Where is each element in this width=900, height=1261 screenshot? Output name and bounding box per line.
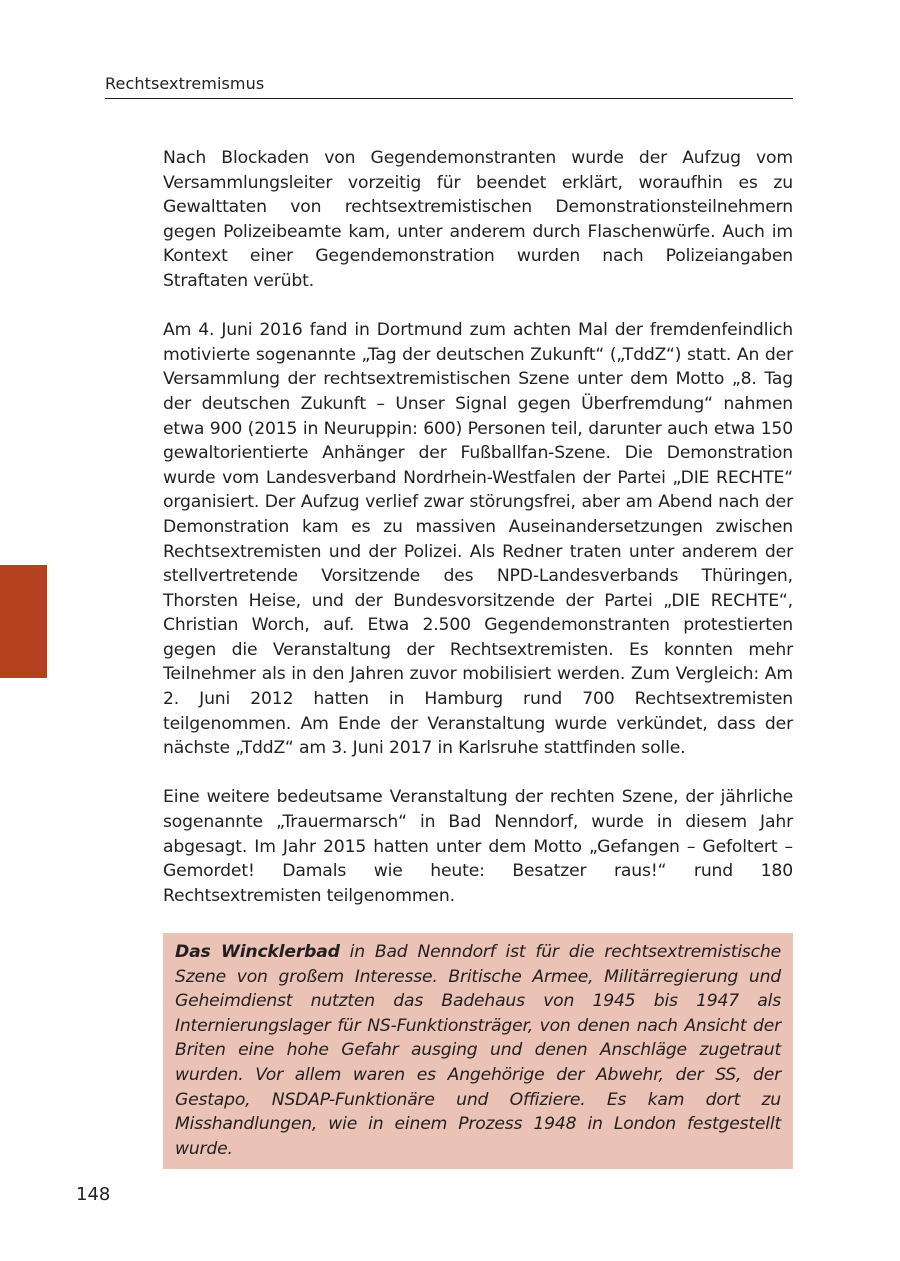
info-box-term: Das Wincklerbad [175,942,340,962]
chapter-tab-marker [0,565,47,678]
paragraph-trauermarsch: Eine weitere bedeutsame Veranstaltung der rechten Szene, der jährliche sogenannte „Trauermarsch“ in Bad Nenndorf, wurde in diesem Jahr abgesagt. Im Jahr 2015 hatten unter dem Motto „Gefangen – Gefoltert – Gemordet! Damals wie heute: Besatzer raus!“ rund 180 Rechtsextremisten teilgenommen. [163,787,793,906]
header-divider [105,98,793,99]
page-number: 148 [76,1184,111,1205]
running-header: Rechtsextremismus [105,74,265,93]
paragraph-tddz: Am 4. Juni 2016 fand in Dortmund zum achten Mal der fremdenfeindlich motivierte sogenannte „Tag der deutschen Zukunft“ („TddZ“) statt. An der Versammlung der rechtsextremistischen Szene unter dem Motto „8. Tag der deutschen Zukunft – Unser Signal gegen Überfremdung“ nahmen etwa 900 (2015 in Neuruppin: 600) Personen teil, darunter auch etwa 150 gewaltorientierte Anhänger der Fußballfan-Szene. Die Demonstration wurde vom Landesverband Nordrhein-Westfalen der Partei „DIE RECHTE“ organisiert. Der Aufzug verlief zwar störungsfrei, aber am Abend nach der Demonstration kam es zu massiven Auseinandersetzungen zwischen Rechtsextremisten und der Polizei. Als Redner traten unter anderem der stellvertretende Vorsitzende des NPD-Landesverbands Thüringen, Thorsten Heise, und der Bundesvorsitzende der Partei „DIE RECHTE“, Christian Worch, auf. Etwa 2.500 Gegendemonstranten protestierten gegen die Veranstaltung der Rechtsextremisten. Es konnten mehr Teilnehmer als in den Jahren zuvor mobilisiert werden. Zum Vergleich: Am 2. Juni 2012 hatten in Hamburg rund 700 Rechtsextremisten teilgenommen. Am Ende der Veranstaltung wurde verkündet, dass der nächste „TddZ“ am 3. Juni 2017 in Karlsruhe stattfinden solle. [163,320,793,759]
info-box-wincklerbad [163,933,793,1169]
paragraph-blockade: Nach Blockaden von Gegendemonstranten wurde der Aufzug vom Versammlungsleiter vorzeitig für beendet erklärt, woraufhin es zu Gewalttaten von rechtsextremistischen Demonstrationsteilnehmern gegen Polizeibeamte kam, unter anderem durch Flaschenwürfe. Auch im Kontext einer Gegendemonstration wurden nach Polizeiangaben Straftaten verübt. [163,148,793,291]
main-content [163,146,793,1169]
info-box-text: in Bad Nenndorf ist für die rechtsextremistische Szene von großem Interesse. Britische Armee, Militärregierung und Geheimdienst nutzten das Badehaus von 1945 bis 1947 als Internierungslager für NS-Funktionsträger, von denen nach Ansicht der Briten eine hohe Gefahr ausging und denen Anschläge zugetraut wurden. Vor allem waren es Angehörige der Abwehr, der SS, der Gestapo, NSDAP-Funktionäre und Offiziere. Es kam dort zu Misshandlungen, wie in einem Prozess 1948 in London festgestellt wurde. [175,942,781,1159]
